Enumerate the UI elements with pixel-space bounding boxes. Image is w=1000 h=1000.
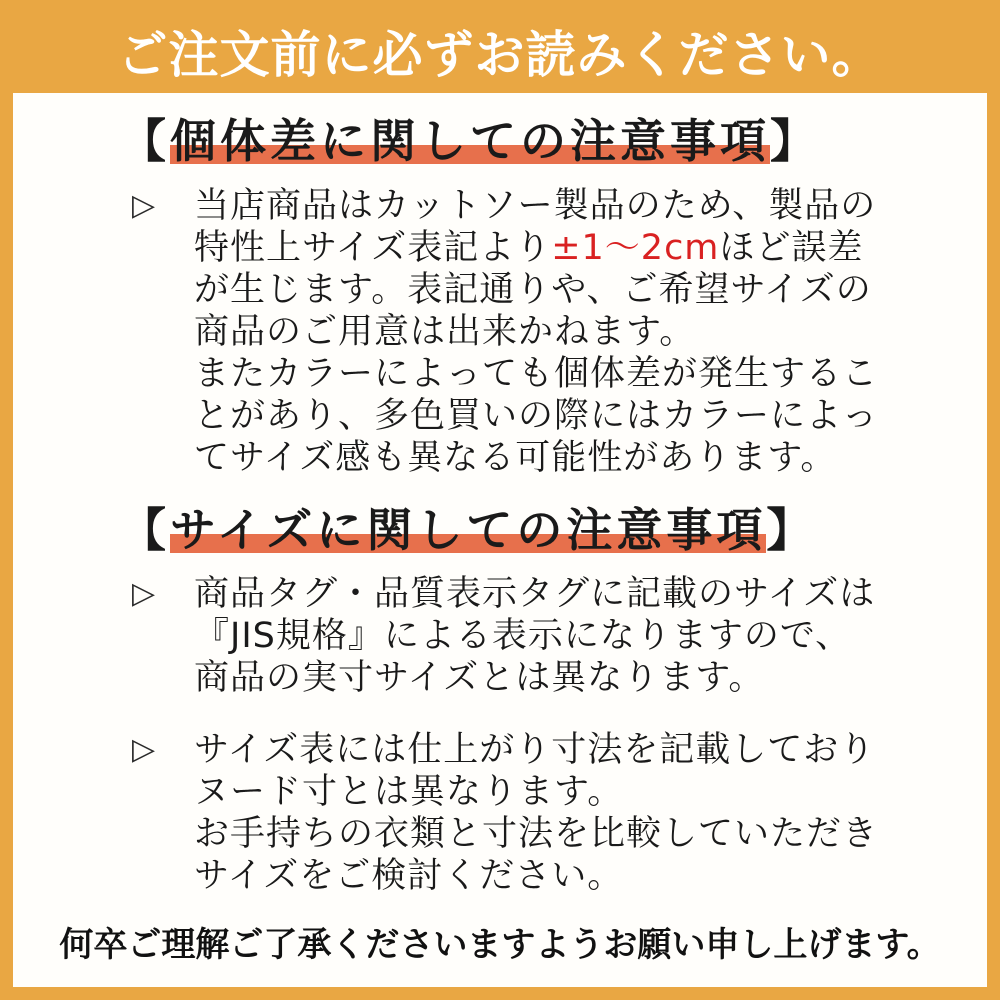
text-line: 商品のご用意は出来かねます。	[194, 312, 696, 352]
text-line: ほど誤差	[719, 228, 864, 268]
bullet-item-finished-measurements	[120, 729, 957, 897]
text-line: サイズ表には仕上がり寸法を記載しており	[194, 730, 876, 770]
text-line: とがあり、多色買いの際にはカラーによっ	[194, 396, 879, 436]
section-heading-size	[120, 501, 957, 559]
heading-bracket-close: 】	[770, 114, 820, 168]
bullet-text	[194, 729, 878, 897]
size-tolerance-red-text: ±1〜2cm	[551, 228, 720, 268]
bullet-item-jis-tag	[120, 573, 957, 699]
top-banner	[0, 0, 1000, 93]
heading-highlight-text: サイズに関しての注意事項	[170, 503, 767, 557]
text-line: お手持ちの衣類と寸法を比較していただき	[194, 814, 879, 854]
text-line: ヌード寸とは異なります。	[194, 772, 624, 812]
text-line: 当店商品はカットソー製品のため、製品の	[194, 186, 877, 226]
text-line: が生じます。表記通りや、ご希望サイズの	[194, 270, 872, 310]
heading-bracket-close: 】	[766, 503, 817, 557]
text-line: サイズをご検討ください。	[194, 856, 624, 896]
bullet-item-individual-difference	[120, 185, 957, 479]
text-line: またカラーによっても個体差が発生するこ	[194, 354, 879, 394]
text-line: 特性上サイズ表記より	[194, 228, 552, 268]
bullet-text	[194, 573, 875, 699]
text-line: 『JIS規格』による表示になりますので、	[194, 616, 852, 656]
bullet-text	[194, 185, 878, 479]
triangle-bullet-icon: ▷	[132, 576, 156, 611]
heading-bracket-open: 【	[120, 503, 170, 557]
content-area	[13, 93, 987, 987]
triangle-bullet-icon: ▷	[132, 188, 156, 223]
text-line: 商品の実寸サイズとは異なります。	[194, 658, 765, 698]
text-line: 商品タグ・品質表示タグに記載のサイズは	[194, 574, 876, 614]
section-heading-individual-difference	[120, 112, 957, 170]
triangle-bullet-icon: ▷	[132, 732, 156, 767]
footer-request-note: 何卒ご理解ご了承くださいますようお願い申し上げます。	[59, 925, 941, 965]
heading-highlight-text: 個体差に関しての注意事項	[170, 114, 770, 168]
banner-title: ご注文前に必ずお読みください。	[117, 25, 883, 84]
text-line: てサイズ感も異なる可能性があります。	[194, 438, 837, 478]
heading-bracket-open: 【	[120, 114, 170, 168]
